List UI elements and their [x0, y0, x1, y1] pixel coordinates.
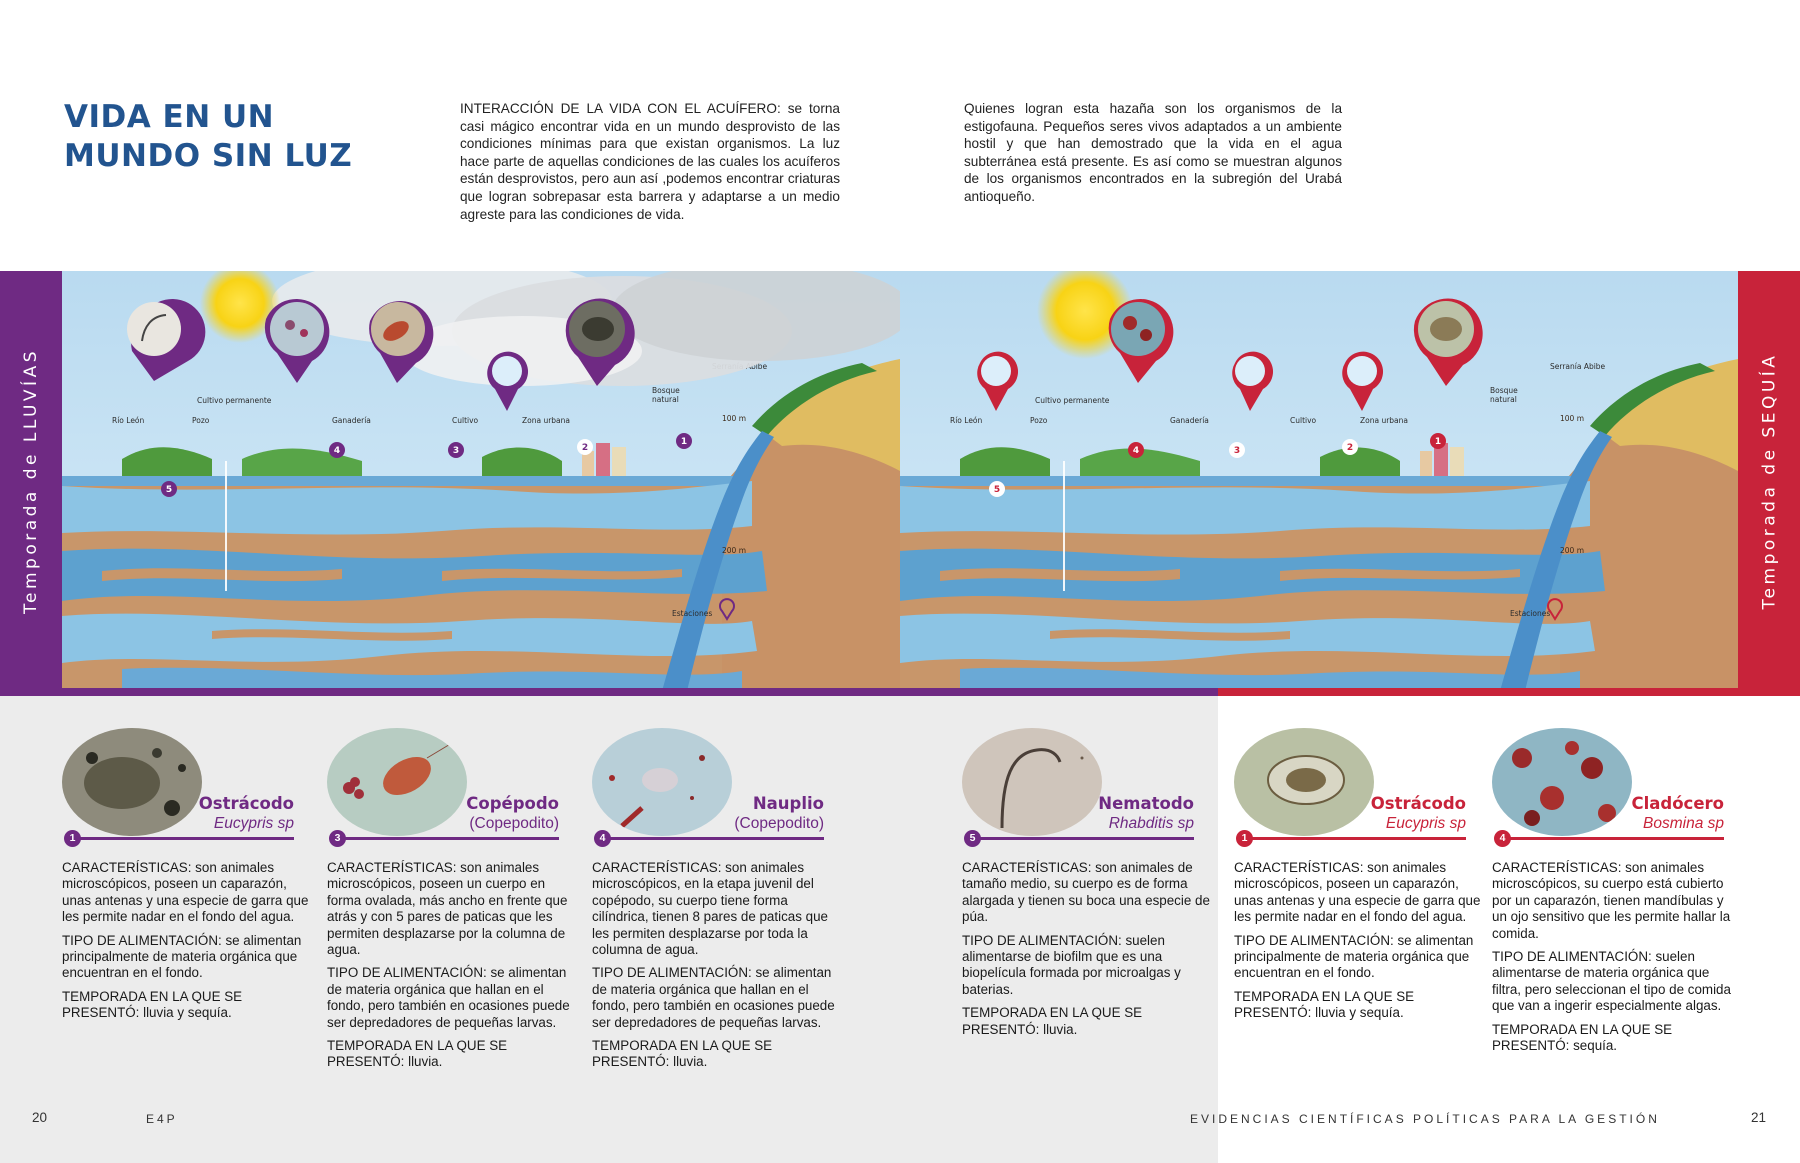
species-feeding: TIPO DE ALIMENTACIÓN: se alimentan de materia orgánica que hallan en el fondo, pero también en ocasiones puede ser depredadores de pequeñas larvas. — [327, 965, 570, 1030]
station-2-label: 2 — [1346, 443, 1354, 453]
species-photo — [62, 728, 202, 836]
species-characteristics: CARACTERÍSTICAS: son animales de tamaño medio, su cuerpo es de forma alargada y tienen su boca una especie de púa. — [962, 860, 1210, 925]
species-description — [592, 860, 842, 1078]
rainy-season-bar — [0, 271, 62, 691]
species-scientific-name — [1109, 814, 1194, 834]
species-feeding: TIPO DE ALIMENTACIÓN: suelen alimentarse de materia orgánica que filtra, pero seleccionan el tipo de comida que van a ingerir especialmente algas. — [1492, 949, 1731, 1014]
species-season: TEMPORADA EN LA QUE SE PRESENTÓ: lluvia. — [962, 1005, 1143, 1037]
dry-season-divider — [1218, 688, 1800, 696]
station-4-label: 4 — [333, 446, 341, 456]
station-1-label: 1 — [1434, 437, 1442, 447]
species-name: Ostrácodo — [1370, 794, 1466, 813]
species-feeding: TIPO DE ALIMENTACIÓN: suelen alimentarse de biofilm que es una biopelícula formada por microalgas y baterias. — [962, 932, 1181, 997]
species-scientific-name — [214, 814, 294, 834]
station-5-label: 5 — [165, 485, 173, 495]
page-title — [64, 98, 394, 176]
scientific-name-text: Eucypris sp — [1385, 815, 1466, 832]
species-divider — [1244, 837, 1466, 840]
species-season: TEMPORADA EN LA QUE SE PRESENTÓ: lluvia y sequía. — [1234, 988, 1415, 1021]
species-characteristics: CARACTERÍSTICAS: son animales microscópicos, en la etapa juvenil del copépodo, su cuerpo tiene forma cilíndrica, tienen 8 pares de paticas que les permiten desplazarse por toda la columna de agua. — [592, 860, 828, 958]
species-divider — [602, 837, 824, 840]
station-badge: 3 — [329, 830, 346, 847]
species-characteristics: CARACTERÍSTICAS: son animales microscópicos, poseen un cuerpo en forma ovalada, más ancho en frente que atrás y con 5 pares de paticas que les permiten desplazarse por la columna de agua. — [327, 860, 568, 958]
species-name: Cladócero — [1631, 794, 1724, 813]
species-divider — [337, 837, 559, 840]
species-divider — [72, 837, 294, 840]
species-description — [327, 860, 577, 1078]
station-badge: 4 — [1494, 830, 1511, 847]
dry-season-diagram — [900, 271, 1738, 691]
species-season: TEMPORADA EN LA QUE SE PRESENTÓ: lluvia y sequía. — [62, 988, 243, 1021]
publication-name: E4P — [146, 1112, 178, 1126]
species-photo — [1492, 728, 1632, 836]
species-scientific-name — [1386, 814, 1466, 834]
species-season: TEMPORADA EN LA QUE SE PRESENTÓ: lluvia. — [592, 1038, 773, 1070]
species-description — [62, 860, 312, 1029]
species-characteristics: CARACTERÍSTICAS: son animales microscópicos, poseen un caparazón, unas antenas y una especie de garra que les permite nadar en el fondo del agua. — [62, 860, 309, 925]
page-number-right: 21 — [1751, 1110, 1767, 1125]
station-5-label: 5 — [993, 485, 1001, 495]
species-description — [1492, 860, 1742, 1061]
station-4-label: 4 — [1132, 446, 1140, 456]
scientific-name-text: Rhabditis sp — [1108, 815, 1194, 832]
species-feeding: TIPO DE ALIMENTACIÓN: se alimentan principalmente de materia orgánica que encuentran en el fondo. — [62, 932, 302, 981]
species-photo — [327, 728, 467, 836]
station-badge: 5 — [964, 830, 981, 847]
scientific-name-text: Eucypris sp — [213, 815, 294, 832]
species-name: Ostrácodo — [198, 794, 294, 813]
species-name: Nauplio — [752, 794, 824, 813]
rainy-season-diagram — [62, 271, 912, 691]
page-number-left: 20 — [32, 1110, 48, 1125]
species-divider — [972, 837, 1194, 840]
species-divider — [1502, 837, 1724, 840]
rainy-season-divider — [0, 688, 1218, 696]
species-photo — [592, 728, 732, 836]
running-title: EVIDENCIAS CIENTÍFICAS POLÍTICAS PARA LA GESTIÓN — [1190, 1112, 1660, 1126]
species-scientific-name — [1643, 814, 1724, 834]
aquifer-diagram — [62, 271, 1738, 691]
intro-lead: INTERACCIÓN DE LA VIDA CON EL ACUÍFERO: — [460, 101, 781, 116]
species-scientific-name: (Copepodito) — [469, 815, 559, 832]
species-scientific-name: (Copepodito) — [734, 815, 824, 832]
title-line-1: VIDA EN UN — [64, 99, 275, 135]
species-season: TEMPORADA EN LA QUE SE PRESENTÓ: sequía. — [1492, 1021, 1673, 1054]
title-line-2: MUNDO SIN LUZ — [64, 138, 353, 174]
intro-left-body: se torna casi mágico encontrar vida en un mundo desprovisto de las condiciones mínimas para que existan organismos. La luz hace parte de aquellas condiciones de las cuales los acuíferos están desprovistos, pero aun así ,podemos encontrar criaturas que logran sobrepasar esta barrera y adaptarse a un medio agreste para las condiciones de vida. — [460, 101, 840, 222]
species-photo — [962, 728, 1102, 836]
station-badge: 1 — [64, 830, 81, 847]
species-characteristics: CARACTERÍSTICAS: son animales microscópicos, poseen un caparazón, unas antenas y una especie de garra que les permite nadar en el fondo del agua. — [1234, 860, 1481, 925]
species-photo — [1234, 728, 1374, 836]
intro-paragraph-right: Quienes logran esta hazaña son los organismos de la estigofauna. Pequeños seres vivos adaptados a un ambiente hostil y que han demostrado que la vida en el agua subterránea está presente. Es así como se muestran algunos de los organismos encontrados en la subregión del Urabá antioqueño. — [964, 101, 1342, 204]
species-characteristics: CARACTERÍSTICAS: son animales microscópicos, su cuerpo está cubierto por un caparazón, tienen mandíbulas y un ojo sensitivo que les permite hallar la comida. — [1492, 860, 1731, 941]
species-description — [1234, 860, 1484, 1029]
species-feeding: TIPO DE ALIMENTACIÓN: se alimentan de materia orgánica que hallan en el fondo, pero también en ocasiones puede ser depredadores de pequeñas larvas. — [592, 965, 835, 1030]
dry-season-bar — [1738, 271, 1800, 691]
dry-season-label: Temporada de SEQUÍA — [1759, 352, 1780, 610]
station-2-label: 2 — [581, 443, 589, 453]
station-badge: 4 — [594, 830, 611, 847]
station-badge: 1 — [1236, 830, 1253, 847]
scientific-name-text: Bosmina sp — [1643, 815, 1724, 832]
species-description — [962, 860, 1212, 1045]
station-3-label: 3 — [452, 446, 460, 456]
rainy-season-label: Temporada de LLUVÍAS — [21, 348, 42, 614]
species-season: TEMPORADA EN LA QUE SE PRESENTÓ: lluvia. — [327, 1038, 508, 1070]
intro-paragraph-left — [460, 100, 840, 223]
species-feeding: TIPO DE ALIMENTACIÓN: se alimentan principalmente de materia orgánica que encuentran en el fondo. — [1234, 932, 1474, 981]
species-name: Copépodo — [466, 794, 559, 813]
species-name: Nematodo — [1098, 794, 1194, 813]
station-1-label: 1 — [680, 437, 688, 447]
station-3-label: 3 — [1233, 446, 1241, 456]
